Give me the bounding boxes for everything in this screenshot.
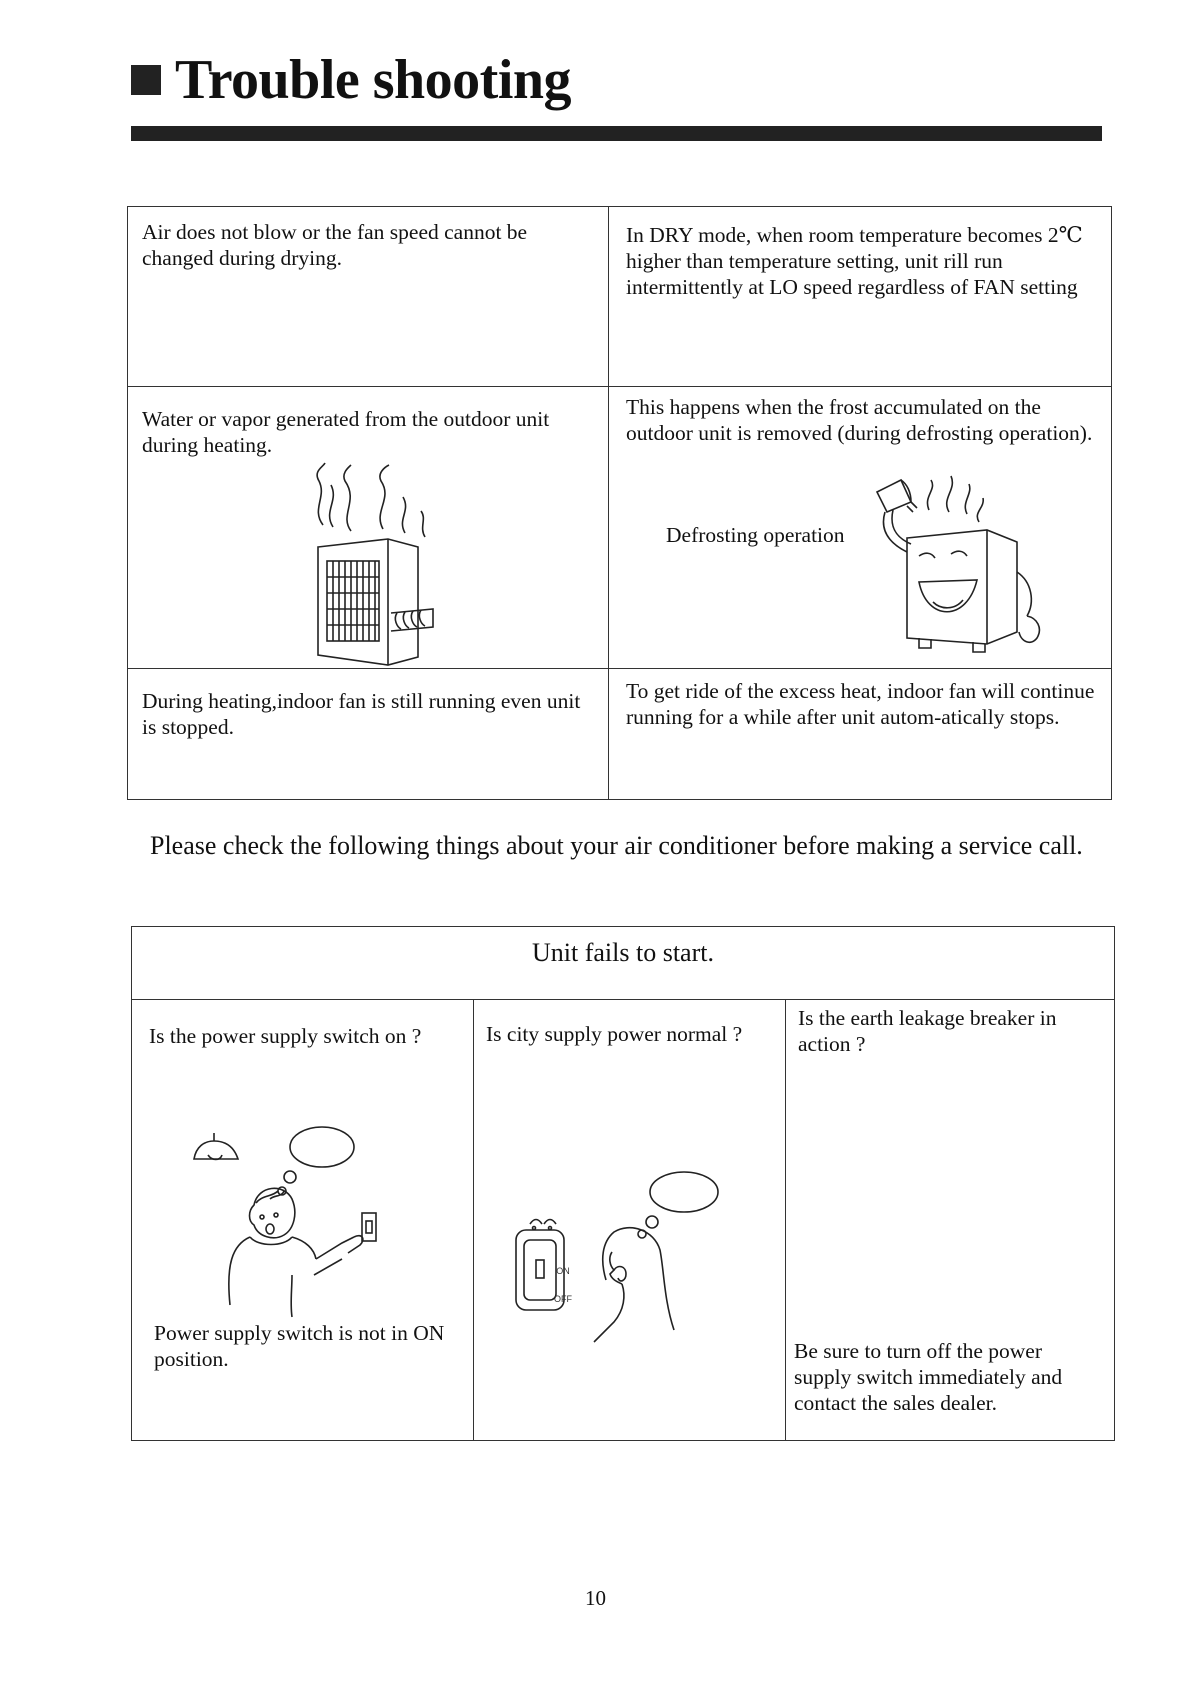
cause-cell <box>609 669 1112 800</box>
illustration-caption: Defrosting operation <box>666 523 845 547</box>
symptom-text: During heating,indoor fan is still running even unit is stopped. <box>142 689 581 739</box>
symptom-text: Water or vapor generated from the outdoor unit during heating. <box>142 407 550 457</box>
check-cell-city-power <box>474 1000 786 1441</box>
service-call-note: Please check the following things about your air conditioner before making a service call. <box>150 831 1083 860</box>
cause-text: This happens when the frost accumulated on the outdoor unit is removed (during defrosting operation). <box>626 395 1093 445</box>
cause-text: To get ride of the excess heat, indoor fan will continue running for a while after unit autom-atically stops. <box>626 679 1095 729</box>
table-row <box>128 669 1112 800</box>
phenomena-table <box>127 206 1112 800</box>
title-rule <box>131 126 1102 141</box>
table-row <box>132 927 1115 1000</box>
square-bullet-icon <box>131 65 161 95</box>
page-title: Trouble shooting <box>175 49 572 111</box>
person-thinking-switch-icon <box>514 1170 744 1345</box>
defrosting-unit-character-icon <box>867 482 1052 662</box>
table-row <box>128 207 1112 387</box>
page-number: 10 <box>585 1586 606 1610</box>
check-answer: Power supply switch is not in ON position. <box>154 1321 445 1371</box>
table-row <box>128 387 1112 669</box>
check-answer: Be sure to turn off the power supply switch immediately and contact the sales dealer. <box>794 1339 1063 1415</box>
checklist-header: Unit fails to start. <box>532 938 714 967</box>
person-checking-switch-icon <box>192 1125 382 1320</box>
check-cell-earth-leakage <box>786 1000 1115 1441</box>
checklist-table <box>131 926 1115 1441</box>
checklist-header-cell <box>132 927 1115 1000</box>
check-question: Is the earth leakage breaker in action ? <box>798 1006 1057 1056</box>
cause-cell <box>609 387 1112 669</box>
check-question: Is the power supply switch on ? <box>149 1024 422 1048</box>
table-row <box>132 1000 1115 1441</box>
symptom-cell <box>128 207 609 387</box>
check-question: Is city supply power normal ? <box>486 1022 743 1046</box>
switch-off-label: OFF <box>554 1294 572 1304</box>
cause-cell <box>609 207 1112 387</box>
switch-on-label: ON <box>556 1266 570 1276</box>
symptom-text: Air does not blow or the fan speed cannot be changed during drying. <box>142 220 528 270</box>
symptom-cell <box>128 669 609 800</box>
symptom-cell <box>128 387 609 669</box>
cause-text: In DRY mode, when room temperature becomes 2℃ higher than temperature setting, unit rill run intermittently at LO speed regardless of FAN setting <box>626 223 1083 299</box>
page-header <box>131 49 572 111</box>
check-cell-power-switch <box>132 1000 474 1441</box>
outdoor-unit-vapor-icon <box>293 467 453 662</box>
